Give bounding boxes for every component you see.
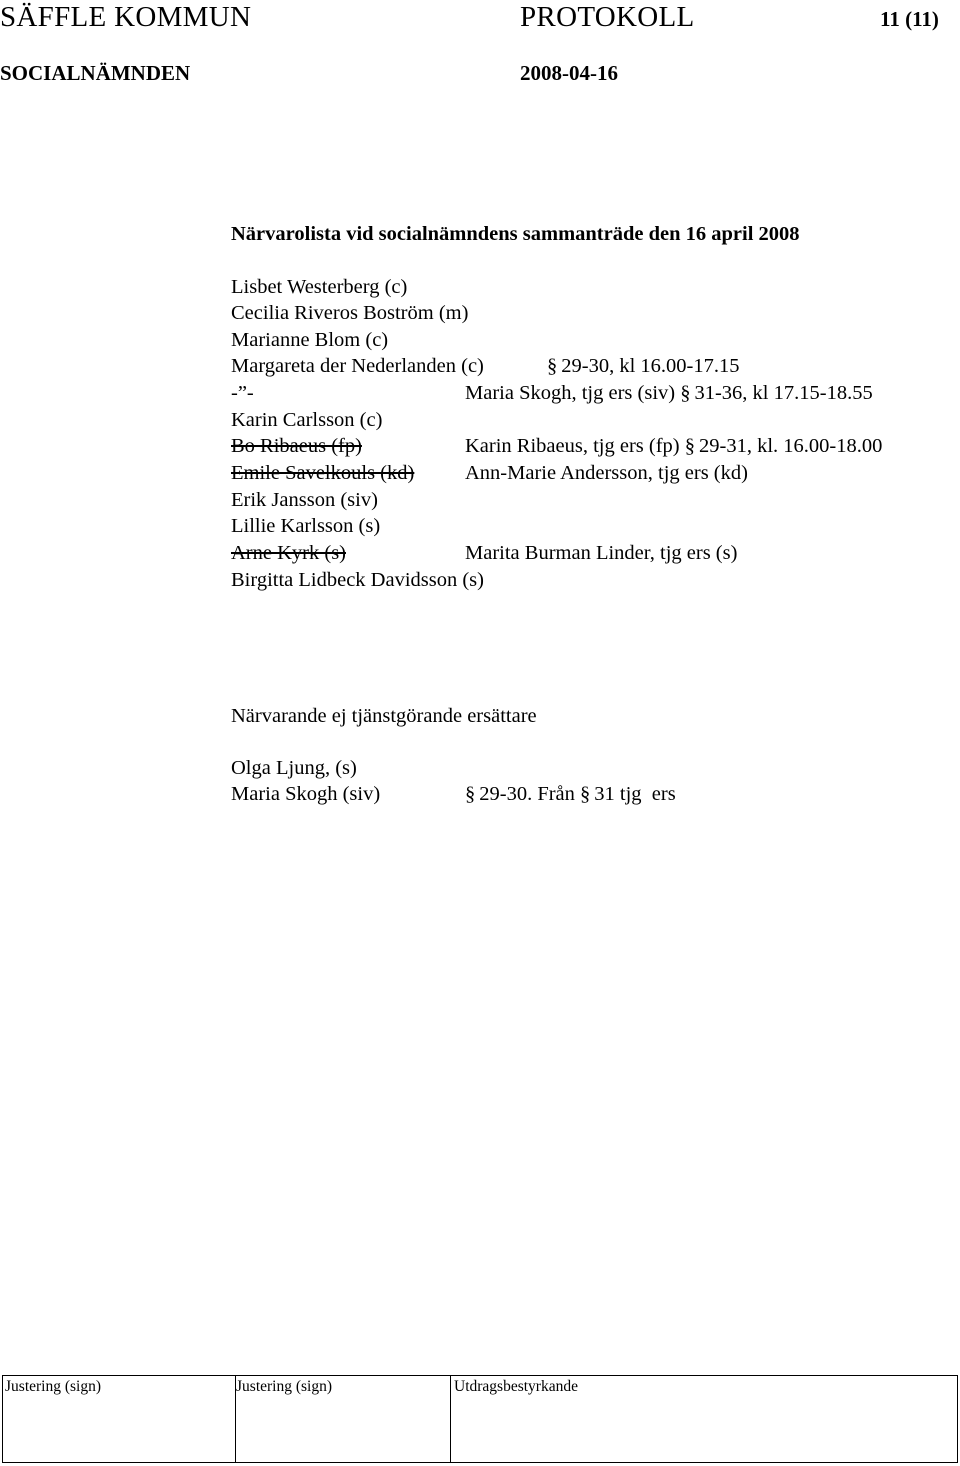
substitutes-title: Närvarande ej tjänstgörande ersättare xyxy=(231,705,537,727)
member-name: Arne Kyrk (s) xyxy=(231,542,346,564)
page-number: 11 (11) xyxy=(880,7,939,31)
note-detail: 31-36, kl 17.15-18.55 xyxy=(694,382,873,404)
attendance-note xyxy=(547,353,739,380)
signature-cell-justering-1 xyxy=(3,1376,236,1462)
signature-cell-utdragsbestyrkande xyxy=(452,1376,959,1462)
section-symbol: § xyxy=(680,382,691,404)
signature-label: Utdragsbestyrkande xyxy=(454,1378,578,1395)
substitute-name: Olga Ljung, (s) xyxy=(231,757,357,779)
attendance-note: Marita Burman Linder, tjg ers (s) xyxy=(465,542,738,564)
attendance-note: Ann-Marie Andersson, tjg ers (kd) xyxy=(465,462,748,484)
note-text: 29-30. Från xyxy=(479,783,575,805)
section-symbol: § xyxy=(684,435,695,457)
page-header xyxy=(0,0,960,100)
note-text: Maria Skogh, tjg ers (siv) xyxy=(465,382,676,404)
member-name: Margareta der Nederlanden (c) xyxy=(231,355,484,377)
signature-bar xyxy=(2,1375,958,1463)
attendance-note xyxy=(465,380,873,407)
member-name: Lillie Karlsson (s) xyxy=(231,515,381,537)
member-name: Cecilia Riveros Boström (m) xyxy=(231,302,469,324)
member-name: Erik Jansson (siv) xyxy=(231,489,378,511)
note-text: Karin Ribaeus, tjg ers (fp) xyxy=(465,435,680,457)
section-symbol: § xyxy=(580,783,591,805)
member-name: Emile Savelkouls (kd) xyxy=(231,462,415,484)
attendance-title: Närvarolista vid socialnämndens sammanträde den 16 april 2008 xyxy=(231,223,800,245)
member-name: Lisbet Westerberg (c) xyxy=(231,276,408,298)
member-name: Karin Carlsson (c) xyxy=(231,409,383,431)
substitute-note xyxy=(465,781,676,808)
signature-label: Justering (sign) xyxy=(5,1378,102,1395)
section-symbol: § xyxy=(465,783,476,805)
attendance-note xyxy=(465,433,882,460)
member-name: Marianne Blom (c) xyxy=(231,329,389,351)
note-text: 29-30, kl 16.00-17.15 xyxy=(561,355,740,377)
signature-cell-justering-2 xyxy=(234,1376,451,1462)
note-detail: 31 tjg ers xyxy=(594,783,676,805)
organization-name: SÄFFLE KOMMUN xyxy=(0,1,252,33)
department-name: SOCIALNÄMNDEN xyxy=(0,61,191,85)
member-name: -”- xyxy=(231,382,254,404)
document-type: PROTOKOLL xyxy=(520,1,695,33)
document-date: 2008-04-16 xyxy=(520,61,618,85)
member-name: Birgitta Lidbeck Davidsson (s) xyxy=(231,569,484,591)
section-symbol: § xyxy=(547,355,558,377)
substitute-name: Maria Skogh (siv) xyxy=(231,783,381,805)
member-name: Bo Ribaeus (fp) xyxy=(231,435,362,457)
note-detail: 29-31, kl. 16.00-18.00 xyxy=(699,435,883,457)
signature-label: Justering (sign) xyxy=(236,1378,333,1395)
